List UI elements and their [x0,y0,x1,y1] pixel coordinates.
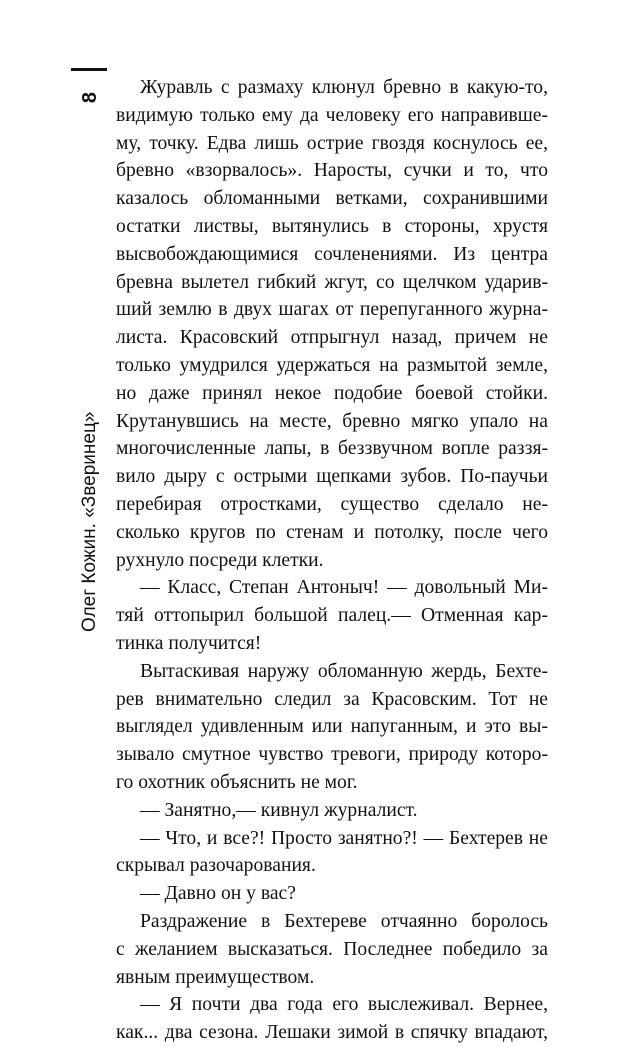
text-line: но даже принял некое подобие боевой стойки. [116,382,548,404]
text-line: остатки листвы, вытянулись в стороны, хрустя [116,215,548,237]
text-line: Раздражение в Бехтереве отчаянно боролось [140,910,548,932]
text-line: перебирая отростками, существо сделало не- [116,493,548,515]
text-line: Журавль с размаху клюнул бревно в какую-то, [140,77,548,98]
text-line: тинка получится! [116,632,262,654]
text-line: го охотник объяснить не мог. [116,771,358,793]
text-line: как... два сезона. Лешаки зимой в спячку впадают, [116,1022,548,1044]
text-line: му, точку. Едва лишь острие гвоздя коснулось ее, [116,132,548,154]
text-line: тяй оттопырил большой палец.— Отменная кар- [116,605,548,627]
text-line: — Что, и все?! Просто занятно?! — Бехтерев не [140,827,548,849]
text-line: ший землю в двух шагах от перепуганного журна- [116,299,548,321]
text-line: бревно «взорвалось». Наросты, сучки и то, что [116,160,548,182]
text-line: многочисленные лапы, в беззвучном вопле раззя- [116,438,548,460]
text-line: скрывал разочарования. [116,855,316,877]
text-line: — Занятно,— кивнул журналист. [140,799,418,821]
text-line: сколько кругов по стенам и потолку, после чего [116,521,548,543]
text-line: видимую только ему да человеку его направивше- [116,104,548,126]
text-line: бревна вылетел гибкий жгут, со щелчком ударив- [116,271,548,293]
text-line: рев внимательно следил за Красовским. Тот не [116,688,548,710]
top-rule [71,68,107,71]
text-line: казалось обломанными ветками, сохранившими [116,188,548,210]
text-line: высвобождающимися сочленениями. Из центра [116,243,548,265]
text-line: листа. Красовский отпрыгнул назад, причем не [116,327,548,349]
text-line: вило дыру с острыми щепками зубов. По-паучьи [116,466,548,488]
text-line: рухнуло посреди клетки. [116,549,324,571]
body-text [116,74,548,1047]
text-line: — Я почти два года его выслеживал. Вернее, [140,994,548,1016]
text-line: Вытаскивая наружу обломанную жердь, Бехте- [140,660,548,682]
running-title: Олег Кожин. «Зверинец» [79,411,100,632]
text-line: явным преимуществом. [116,966,315,988]
text-line: Крутанувшись на месте, бревно мягко упало на [116,410,548,432]
running-header [75,92,105,632]
page-number: 8 [78,92,101,104]
text-line: только умудрился удержаться на размытой земле, [116,354,548,376]
text-line: — Класс, Степан Антоныч! — довольный Ми- [140,577,548,599]
text-line: выглядел удивленным или напуганным, и это вы- [116,716,548,738]
text-line: — Давно он у вас? [140,883,296,905]
text-line: с желанием высказаться. Последнее победило за [116,938,548,960]
text-line: зывало смутное чувство тревоги, природу которо- [116,744,548,766]
